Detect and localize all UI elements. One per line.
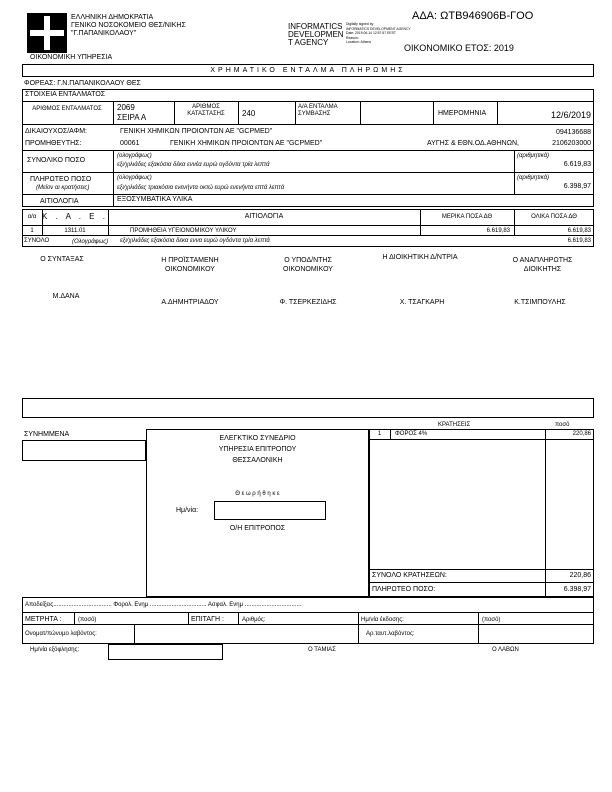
blank-band xyxy=(22,398,594,418)
table-row-total: 6.619,83 xyxy=(567,228,591,234)
payable-amount: 6.398,97 xyxy=(563,183,591,190)
cheque-number-label[interactable]: Αριθμός: xyxy=(242,617,266,623)
total-amount: 6.619,83 xyxy=(563,161,591,168)
sum-value: 6.619,83 xyxy=(567,238,591,244)
signature-role: Η ΔΙΟΙΚΗΤΙΚΗ Δ/ΝΤΡΙΑ xyxy=(382,254,458,261)
cash-amount-label[interactable]: (ποσό) xyxy=(78,617,97,623)
total-words-tag: (ολογράφως) xyxy=(117,153,152,159)
agency-name: ΦΟΡΕΑΣ: Γ.Ν.ΠΑΠΑΝΙΚΟΛΑΟΥ ΘΕΣ xyxy=(24,80,141,87)
signature-name: Φ. ΤΣΕΡΚΕΖΙΔΗΣ xyxy=(279,299,337,306)
table-row-kae: 1311.01 xyxy=(64,228,86,234)
supplier-address: ΑΥΓΗΣ & ΕΘΝ.ΟΔ.ΑΘΗΝΩΝ, xyxy=(427,140,519,147)
cashier-label: Ο ΤΑΜΙΑΣ xyxy=(308,647,336,653)
payable-label: ΠΛΗΡΩΤΕΟ ΠΟΣΟ xyxy=(30,176,92,183)
stamp-line: Location: Athens xyxy=(346,40,372,45)
deductions-total-label: ΣΥΝΟΛΟ ΚΡΑΤΗΣΕΩΝ: xyxy=(372,572,447,579)
table-row-reason: ΠΡΟΜΗΘΕΙΑ ΥΓΕΙΟΝΟΜΙΚΟΥ ΥΛΙΚΟΥ xyxy=(130,228,237,234)
cheque-label: ΕΠΙΤΑΓΗ : xyxy=(191,616,224,623)
docs-checklist: Αποδείξεις................................... Φορολ. Ενημ .................................. Ασφαλ. Ενημ .................................. xyxy=(25,602,302,608)
payable-in-words: εξι/χιλιάδες τριακόσια ενενήντα οκτώ ευρώ ενενήντα επτά λεπτά xyxy=(117,185,285,191)
signature-name: Κ.ΤΣΙΜΠΟΥΛΗΣ xyxy=(514,299,566,306)
col-header-aa: α/α xyxy=(27,214,37,220)
agency-line-1: INFORMATICS xyxy=(288,22,343,31)
issuer-line-3: "Γ.ΠΑΠΑΝΙΚΟΛΑΟΥ" xyxy=(71,30,137,37)
receiver-label: Ο ΛΑΒΩΝ xyxy=(492,647,519,653)
audit-commissioner: Ο/Η ΕΠΙΤΡΟΠΟΣ xyxy=(229,525,286,532)
stamp-line: Date: 2019.06.14 12:57:57 EEST xyxy=(346,31,396,36)
stamp-line: Digitally signed by xyxy=(346,22,374,26)
total-numbers-tag: (αριθμητικά) xyxy=(517,153,549,159)
deductions-payable: 6.398,97 xyxy=(563,586,591,593)
signature-role: Ο ΣΥΝΤΑΞΑΣ xyxy=(40,256,84,263)
col-header-partial: ΜΕΡΙΚΑ ΠΟΣΑ ΔΘ xyxy=(441,214,493,220)
audit-line-3: ΘΕΣΣΑΛΟΝΙΚΗ xyxy=(232,457,283,464)
col-header-kae: Κ . Α . Ε . xyxy=(42,212,108,221)
deduction-number: 1 xyxy=(377,431,382,437)
signature-name: Μ.ΔΑΝΑ xyxy=(52,293,80,300)
supplier-code: 00061 xyxy=(120,140,140,147)
signature-role: Η ΠΡΟΪΣΤΑΜΕΝΗ ΟΙΚΟΝΟΜΙΚΟΥ xyxy=(161,257,219,273)
date-label: ΗΜΕΡΟΜΗΝΙΑ xyxy=(438,110,487,117)
digital-signature-stamp xyxy=(346,22,411,45)
deduction-amount: 220,86 xyxy=(572,431,591,437)
greek-cross-emblem-icon xyxy=(27,13,67,53)
signature-role: Ο ΑΝΑΠΛΗΡΩΤΗΣ ΔΙΟΙΚΗΤΗΣ xyxy=(512,257,573,273)
order-number: 2069 xyxy=(117,103,135,112)
issuer-line-2: ΓΕΝΙΚΟ ΝΟΣΟΚΟΜΕΙΟ ΘΕΣ/ΝΙΚΗΣ xyxy=(71,22,186,29)
payable-words-tag: (ολογράφως) xyxy=(117,175,152,181)
table-row-partial: 6.619,83 xyxy=(486,228,510,234)
stamp-line: Reason: xyxy=(346,35,359,40)
payable-numbers-tag: (αριθμητικά) xyxy=(517,175,549,181)
supplier-name: ΓΕΝΙΚΗ ΧΗΜΙΚΩΝ ΠΡΟΙΟΝΤΩΝ ΑΕ "GCPMED" xyxy=(170,140,323,147)
col-header-total: ΟΛΙΚΑ ΠΟΣΑ ΔΘ xyxy=(531,214,577,220)
audit-date-label: Ημ/νία: xyxy=(176,507,199,514)
issuer-line-1: ΕΛΛΗΝΙΚΗ ΔΗΜΟΚΡΑΤΙΑ xyxy=(71,14,154,21)
payment-date-label: Ημ/νία εξόφλησης: xyxy=(30,647,80,653)
sum-label: ΣΥΝΟΛΟ xyxy=(24,238,50,244)
supplier-label: ΠΡΟΜΗΘΕΥΤΗΣ: xyxy=(25,140,82,147)
contract-order-label: Α/Α ΕΝΤΑΛΜΑ ΣΥΜΒΑΣΗΣ xyxy=(298,104,338,117)
attachments-label: ΣΥΝΗΜΜΕΝΑ xyxy=(24,431,70,438)
signature-role: Ο ΥΠΟΔ/ΝΤΗΣ ΟΙΚΟΝΟΜΙΚΟΥ xyxy=(283,257,333,273)
issue-date-label[interactable]: Ημ/νία έκδοσης: xyxy=(361,617,404,623)
audit-date-input[interactable] xyxy=(214,501,326,520)
reason-value: ΕΞΟΣΥΜΒΑΤΙΚΑ ΥΛΙΚΑ xyxy=(117,196,193,203)
order-number-label: ΑΡΙΘΜΟΣ ΕΝΤΑΛΜΑΤΟΣ xyxy=(32,106,102,112)
page-title: ΧΡΗΜΑΤΙΚΟ ΕΝΤΑΛΜΑ ΠΛΗΡΩΜΗΣ xyxy=(210,67,406,74)
col-header-reason: ΑΙΤΙΟΛΟΓΙΑ xyxy=(244,213,284,220)
supplier-phone: 2106203000 xyxy=(552,140,591,147)
agency-line-2: DEVELOPMEN xyxy=(288,30,344,39)
signature-name: Χ. ΤΣΑΓΚΑΡΗ xyxy=(399,299,445,306)
service-name: ΟΙΚΟΝΟΜΙΚΗ ΥΠΗΡΕΣΙΑ xyxy=(30,54,113,61)
total-in-words: εξι/χιλιάδες εξακόσια δέκα εννέα ευρώ ογδόντα τρία λεπτά xyxy=(117,162,270,168)
deduction-name: ΦΟΡΟΣ 4% xyxy=(395,431,428,437)
section-label: ΣΤΟΙΧΕΙΑ ΕΝΤΑΛΜΑΤΟΣ xyxy=(25,91,106,98)
signature-name: Α.ΔΗΜΗΤΡΙΑΔΟΥ xyxy=(161,299,219,306)
beneficiary-label: ΔΙΚΑΙΟΥΧΟΣ/ΑΦΜ: xyxy=(25,128,88,135)
sum-in-words: εξι/χιλιάδες εξακόσια δεκα εννα ευρώ ογδόντα τρία λεπτά xyxy=(120,238,270,244)
register-number: 240 xyxy=(242,109,256,118)
receiver-id-label[interactable]: Αρ.ταυτ.λαβόντος: xyxy=(366,631,415,637)
sum-words-tag: (Ολογράφως) xyxy=(72,239,109,245)
cheque-amount-label[interactable]: (ποσό) xyxy=(482,617,501,623)
total-label: ΣΥΝΟΛΙΚΟ ΠΟΣΟ xyxy=(27,157,86,164)
cash-label: ΜΕΤΡΗΤΑ : xyxy=(25,616,62,623)
order-series: ΣΕΙΡΑ Α xyxy=(117,113,147,122)
register-number-label: ΑΡΙΘΜΟΣ ΚΑΤΑΣΤΑΣΗΣ xyxy=(187,104,225,117)
fiscal-year: ΟΙΚΟΝΟΜΙΚΟ ΕΤΟΣ: 2019 xyxy=(404,43,514,53)
audit-approved: Θ ε ω ρ ή θ η κ ε xyxy=(235,491,280,497)
audit-line-1: ΕΛΕΓΚΤΙΚΟ ΣΥΝΕΔΡΙΟ xyxy=(219,435,296,442)
beneficiary-name: ΓΕΝΙΚΗ ΧΗΜΙΚΩΝ ΠΡΟΙΟΝΤΩΝ ΑΕ "GCPMED" xyxy=(120,128,273,135)
ada-code: ΑΔΑ: ΩΤΒ946906Β-ΓΟΟ xyxy=(412,10,534,22)
deductions-total: 220,86 xyxy=(569,572,591,579)
table-row-number: 1 xyxy=(30,228,34,234)
payment-date-input[interactable] xyxy=(108,644,223,660)
reason-label: ΑΙΤΙΟΛΟΓΙΑ xyxy=(40,198,79,205)
beneficiary-afm: 094136688 xyxy=(555,129,591,136)
audit-line-2: ΥΠΗΡΕΣΙΑ ΕΠΙΤΡΟΠΟΥ xyxy=(218,446,297,453)
deductions-header: ΚΡΑΤΗΣΕΙΣ xyxy=(438,422,471,428)
payable-subtitle: (Μείον αι κρατήσεις) xyxy=(36,185,90,191)
receiver-name-label: Ονοματ/πώνυμο λαβόντος: xyxy=(25,631,97,637)
deductions-payable-label: ΠΛΗΡΩΤΕΟ ΠΟΣΟ: xyxy=(372,586,436,593)
stamp-line: INFORMATICS DEVELOPMENT AGENCY xyxy=(346,26,411,31)
deductions-amount-col: ποσό xyxy=(555,422,570,428)
agency-line-3: T AGENCY xyxy=(288,38,329,47)
attachments-box xyxy=(22,440,146,461)
order-date: 12/6/2019 xyxy=(550,110,591,120)
